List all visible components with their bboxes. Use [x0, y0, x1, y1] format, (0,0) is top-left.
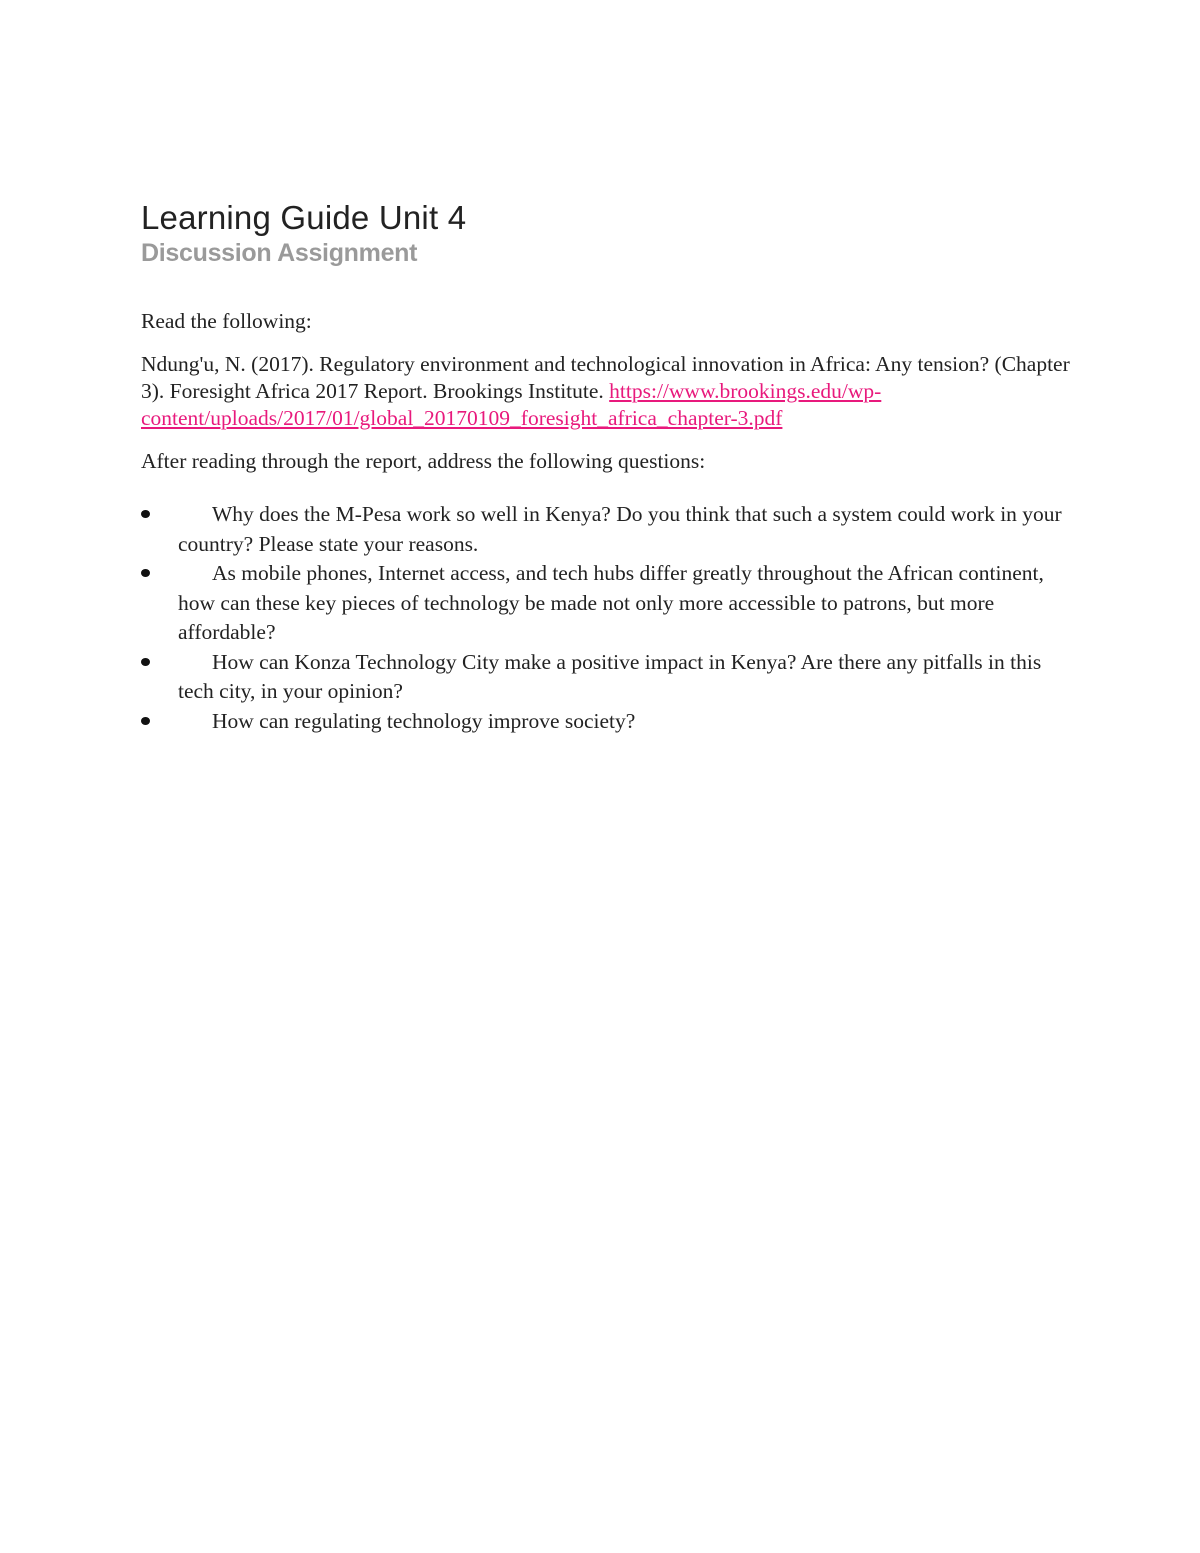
- bullet-icon: [141, 717, 150, 725]
- report-link-line-2: content/uploads/2017/01/global_20170109_foresight_africa_chapter-3.pdf: [141, 406, 783, 430]
- question-text: Why does the M-Pesa work so well in Kenya? Do you think that such a system could work in your country? Please state your reasons.: [178, 502, 1062, 556]
- question-text: As mobile phones, Internet access, and tech hubs differ greatly throughout the African continent, how can these key pieces of technology be made not only more accessible to patrons, but more affordable?: [178, 561, 1044, 644]
- question-text: How can regulating technology improve society?: [212, 708, 636, 733]
- bullet-icon: [141, 569, 150, 577]
- list-item: [141, 500, 1071, 559]
- question-list: [141, 500, 1071, 736]
- bullet-icon: [141, 510, 150, 518]
- list-item: [141, 559, 1071, 648]
- report-link-line-1: https://www.brookings.edu/wp-: [609, 379, 882, 403]
- page-title: Learning Guide Unit 4: [141, 199, 467, 236]
- citation-text: Ndung'u, N. (2017). Regulatory environment and technological innovation in Africa: Any tension? (Chapter 3). Foresight Africa 2017 Report. Brookings Institute.: [141, 352, 1070, 403]
- citation: [141, 351, 1071, 432]
- list-item: [141, 648, 1071, 707]
- question-text: How can Konza Technology City make a positive impact in Kenya? Are there any pitfalls in this tech city, in your opinion?: [178, 649, 1042, 703]
- instructions-text: After reading through the report, address the following questions:: [141, 449, 706, 473]
- intro-text: Read the following:: [141, 309, 312, 333]
- list-item: [141, 707, 1071, 737]
- document-content: [141, 198, 1071, 736]
- page-subtitle: Discussion Assignment: [141, 239, 418, 267]
- bullet-icon: [141, 658, 150, 666]
